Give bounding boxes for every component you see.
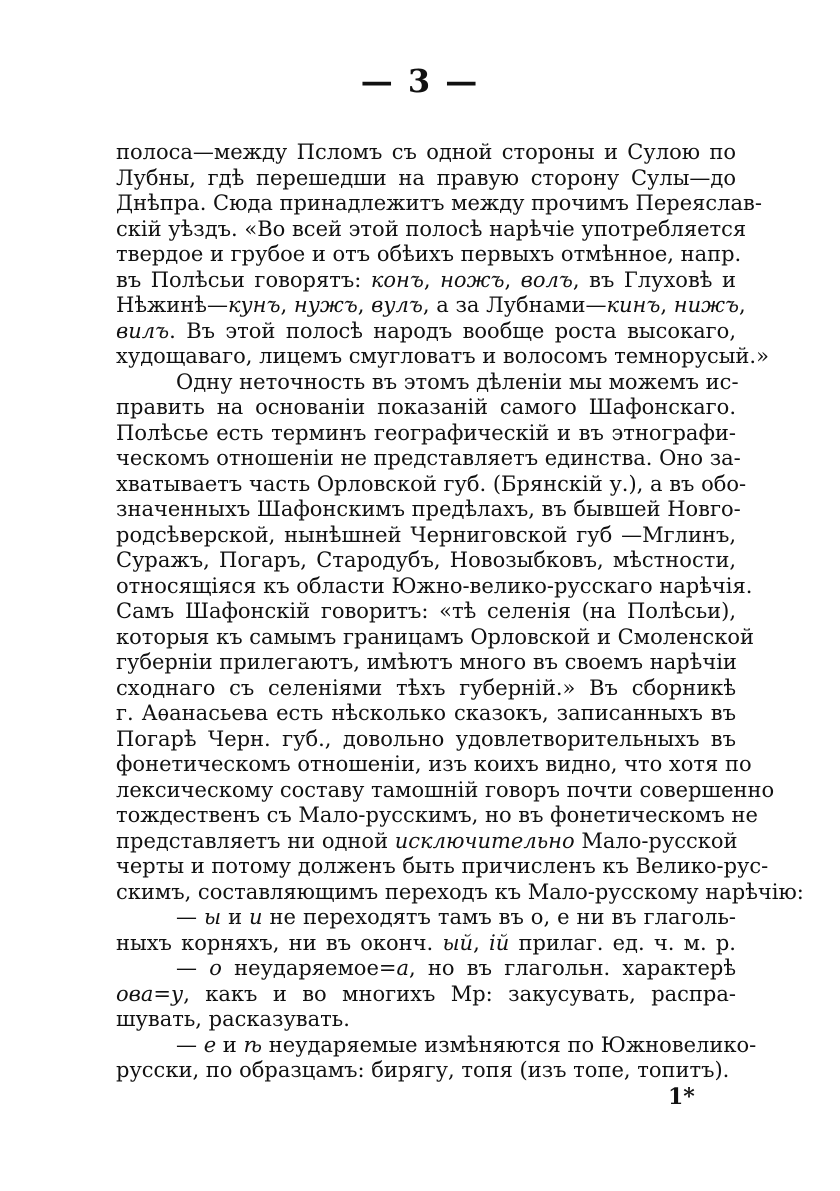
text-line: [116, 140, 736, 166]
text-run: въ Полѣсьи говорятъ:: [116, 267, 371, 292]
text-run: сходнаго съ селеніями тѣхъ губерній.» Въ сборникѣ: [116, 675, 736, 700]
text-run: лексическому составу тамошній говоръ почти совершенно: [116, 777, 775, 802]
body-text: [116, 140, 804, 1084]
italic-text: о: [209, 956, 222, 980]
text-run: шувать, расказувать.: [116, 1007, 350, 1031]
text-line: [116, 471, 747, 498]
text-run: хватываетъ часть Орловской губ. (Брянскій у.), а въ обо-: [116, 471, 747, 496]
text-run: ческомъ отношеніи не представляетъ единства. Оно за-: [116, 446, 741, 470]
page-number: — 3 —: [360, 62, 480, 100]
text-run: черты и потому долженъ быть причисленъ къ Велико-рус-: [116, 854, 769, 878]
italic-text: конъ: [370, 267, 424, 292]
italic-text: исключительно: [394, 828, 575, 853]
text-line: [116, 497, 741, 523]
text-run: русски, по образцамъ: бирягу, топя (изъ топе, топитъ).: [116, 1058, 730, 1082]
text-line: [116, 701, 736, 727]
text-run: =: [153, 981, 171, 1006]
text-run: Нѣжинѣ—: [116, 293, 228, 317]
text-run: неударяемое=: [221, 956, 397, 980]
text-run: скимъ, составляющимъ переходъ къ Мало-русскому нарѣчію:: [116, 879, 804, 904]
text-run: Одну неточность въ этомъ дѣленіи мы можемъ ис-: [176, 369, 739, 394]
text-run: ,: [280, 293, 294, 317]
text-run: родсѣверской, нынѣшней Черниговской губ —Мглинъ,: [116, 522, 736, 547]
text-line: [116, 548, 736, 574]
text-run: худощаваго, лицемъ смугловатъ и волосомъ темнорусый.»: [116, 344, 769, 368]
text-line: [116, 599, 736, 625]
text-run: Мало-русской: [574, 828, 738, 853]
text-line: [116, 523, 736, 549]
text-line: [116, 1058, 736, 1084]
text-line: [116, 727, 736, 753]
text-line: [116, 242, 742, 268]
text-line: [116, 216, 747, 243]
text-line: [116, 803, 758, 829]
text-line: [116, 395, 736, 421]
text-line: [116, 676, 736, 702]
text-run: ныхъ корняхъ, ни въ оконч.: [116, 930, 443, 955]
text-run: —: [176, 956, 210, 980]
text-run: твердое и грубое и отъ обѣихъ первыхъ отмѣнное, напр.: [116, 242, 742, 266]
text-line: [116, 446, 741, 472]
italic-text: ій: [488, 930, 510, 955]
text-run: Лубны, гдѣ перешедши на правую сторону Сулы—до: [116, 165, 736, 190]
text-line: [116, 268, 736, 294]
text-line: [116, 829, 736, 855]
signature-mark: 1*: [668, 1084, 695, 1110]
text-line: [116, 624, 754, 651]
text-line: [116, 777, 775, 804]
text-run: г. Аѳанасьева есть нѣсколько сказокъ, записанныхъ въ: [116, 701, 736, 725]
text-line: [116, 1007, 736, 1033]
text-run: ,: [738, 293, 746, 317]
text-run: Суражъ, Погаръ, Стародубъ, Новозыбковъ, мѣстности,: [116, 548, 736, 572]
text-run: Днѣпра. Сюда принадлежитъ между прочимъ Переяслав-: [116, 191, 762, 215]
italic-text: волъ: [520, 267, 573, 292]
text-line: [116, 1032, 757, 1059]
text-run: , въ Глуховѣ и: [572, 267, 736, 292]
text-run: значенныхъ Шафонскимъ предѣлахъ, въ бывшей Новго-: [116, 497, 741, 521]
text-run: , но въ глагольн. характерѣ: [409, 956, 736, 980]
text-line: [116, 854, 769, 880]
text-run: скій уѣздъ. «Во всей этой полосѣ нарѣчіе употребляется: [116, 216, 747, 241]
italic-text: ова: [116, 981, 154, 1006]
text-run: прилаг. ед. ч. м. р.: [509, 930, 736, 955]
text-run: править на основаніи показаній самого Шафонскаго.: [116, 395, 736, 419]
text-run: тождественъ съ Мало-русскимъ, но въ фонетическомъ не: [116, 803, 758, 827]
text-run: Погарѣ Черн. губ., довольно удовлетворительныхъ въ: [116, 726, 736, 751]
text-run: —: [176, 1032, 204, 1057]
text-run: губерніи прилегаютъ, имѣютъ много въ своемъ нарѣчіи: [116, 650, 737, 674]
text-run: —: [176, 905, 204, 929]
text-line: [116, 421, 736, 447]
text-line: [116, 293, 746, 319]
text-run: ,: [423, 267, 441, 292]
text-run: ,: [660, 293, 674, 317]
text-run: не переходятъ тамъ въ о, е ни въ глаголь-: [262, 905, 736, 929]
text-line: [116, 573, 753, 600]
text-run: которыя къ самымъ границамъ Орловской и Смоленской: [116, 624, 754, 649]
text-line: [116, 344, 769, 370]
italic-text: вилъ: [116, 318, 170, 343]
text-line: [116, 319, 736, 345]
text-run: и: [221, 905, 250, 929]
italic-text: ы: [203, 905, 222, 929]
text-run: представляетъ ни одной: [116, 828, 395, 853]
text-run: , а за Лубнами—: [422, 293, 607, 317]
italic-text: нужъ: [293, 293, 358, 317]
italic-text: е: [203, 1032, 217, 1057]
text-run: неударяемые измѣняются по Южновелико-: [262, 1032, 757, 1057]
text-run: относящіяся къ области Южно-велико-русскаго нарѣчія.: [116, 573, 753, 598]
text-line: [116, 369, 739, 396]
text-run: полоса—между Псломъ съ одной стороны и Сулою по: [116, 140, 736, 164]
italic-text: ножъ: [440, 267, 505, 292]
italic-text: нижъ: [673, 293, 739, 317]
italic-text: и: [249, 905, 263, 929]
italic-text: кунъ: [227, 293, 281, 317]
italic-text: ѣ: [243, 1032, 263, 1057]
text-line: [116, 956, 736, 982]
text-run: ,: [504, 267, 521, 292]
text-line: [116, 650, 736, 676]
text-line: [116, 905, 736, 931]
text-run: ,: [473, 930, 489, 955]
text-line: [116, 982, 736, 1008]
italic-text: ый: [442, 930, 474, 955]
italic-text: а: [396, 956, 410, 980]
text-run: Полѣсье есть терминъ географическій и въ этнографи-: [116, 420, 736, 445]
text-run: фонетическомъ отношеніи, изъ коихъ видно, что хотя по: [116, 752, 752, 776]
text-line: [116, 752, 752, 778]
text-line: [116, 931, 736, 957]
italic-text: у: [171, 981, 184, 1006]
text-run: . Въ этой полосѣ народъ вообще роста высокаго,: [169, 318, 736, 343]
text-run: ,: [357, 293, 372, 317]
text-run: , какъ и во многихъ Мр: закусувать, распра-: [183, 981, 736, 1006]
italic-text: кинъ: [606, 293, 661, 317]
text-line: [116, 166, 736, 192]
text-run: Самъ Шафонскій говоритъ: «тѣ селенія (на Полѣсьи),: [116, 599, 736, 623]
italic-text: вулъ: [371, 293, 423, 317]
text-run: и: [216, 1032, 244, 1057]
text-line: [116, 879, 804, 906]
text-line: [116, 191, 762, 217]
